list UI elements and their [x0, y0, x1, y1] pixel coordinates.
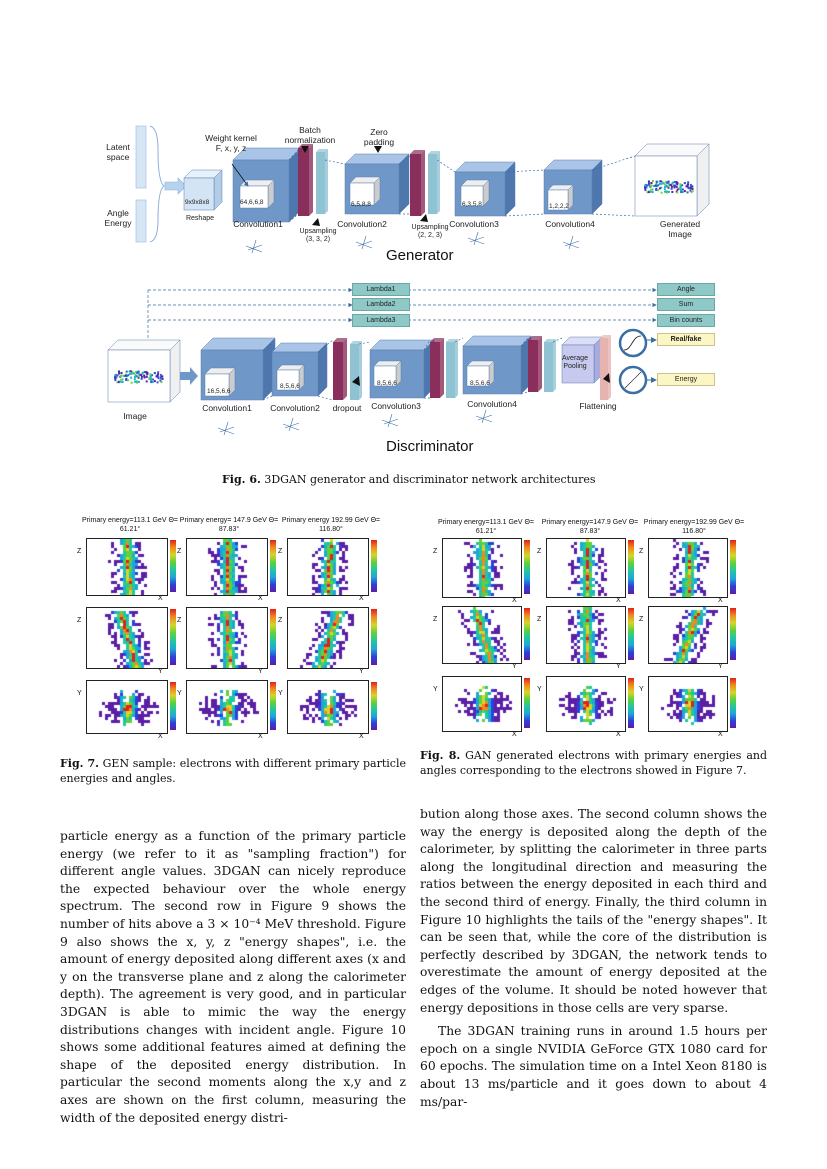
gen-padding-1 — [316, 149, 328, 214]
fig7-panel-r2-c2-ylabel: Z — [177, 617, 182, 624]
fig7-panel-r2-c2-xlabel: Y — [258, 668, 263, 675]
disc-axes-glyph-1 — [218, 422, 234, 435]
gen-connector-8 — [505, 214, 544, 216]
fig7-panel-r1-c3-xlabel: X — [359, 595, 364, 602]
fig7-panel-r3-c2-heatmap — [187, 681, 267, 733]
fig8-panel-r3-c2 — [546, 676, 626, 732]
fig8-panel-r1-c3-heatmap — [649, 539, 727, 597]
batch-norm-label: Batch normalization — [284, 125, 336, 145]
fig7-panel-r1-c2-ylabel: Z — [177, 548, 182, 555]
fig8-panel-r2-c1-ylabel: Z — [433, 616, 438, 623]
fig7-panel-r2-c1-xlabel: Y — [158, 668, 163, 675]
fig7-panel-r1-c2-heatmap — [187, 539, 267, 595]
fig7-panel-r3-c3-xlabel: X — [359, 733, 364, 740]
bin-counts-output-box: Bin counts — [657, 314, 715, 327]
fig8-panel-r3-c1-ylabel: Y — [433, 686, 438, 693]
fig7-panel-r3-c1-xlabel: X — [158, 733, 163, 740]
disc-input-arrow — [180, 367, 198, 385]
fig8-panel-r1-c3 — [648, 538, 728, 598]
zero-padding-label: Zero padding — [363, 127, 395, 147]
input-arrow — [165, 178, 186, 194]
fig8-panel-r2-c3-xlabel: Y — [718, 663, 723, 670]
fig7-panel-r1-c3-ylabel: Z — [278, 548, 283, 555]
fig7-panel-r1-c2 — [186, 538, 268, 596]
fig7-panel-r2-c1-heatmap — [87, 608, 167, 668]
fig8-panel-r3-c1 — [442, 676, 522, 732]
fig7-panel-r2-c2-colorbar — [270, 609, 276, 665]
fig7-panel-r3-c3-ylabel: Y — [278, 690, 283, 697]
fig8-panel-r1-c2-heatmap — [547, 539, 625, 597]
fig7-panel-r3-c2-ylabel: Y — [177, 690, 182, 697]
fig8-panel-r3-c3-xlabel: X — [718, 731, 723, 738]
fig6-caption — [222, 472, 596, 487]
fig8-caption-text: GAN generated electrons with primary energies and angles corresponding to the electrons showed in Figure 7. — [420, 749, 767, 777]
fig8-panel-r2-c2-heatmap — [547, 607, 625, 663]
fig8-caption-label: Fig. 8. — [420, 749, 461, 762]
fig8-panel-r2-c3-ylabel: Z — [639, 616, 644, 623]
gen-batchnorm-1 — [298, 144, 313, 216]
fig7-panel-r3-c3 — [287, 680, 369, 734]
upsampling2-label: Upsampling (2, 2, 3) — [411, 224, 449, 240]
fig7-panel-r1-c1 — [86, 538, 168, 596]
fig7-panel-r3-c3-heatmap — [288, 681, 368, 733]
fig7-title-1: Primary energy=113.1 GeV Θ= 61.21° — [82, 517, 178, 533]
disc-conv3-dims: 8,5,6,6 — [377, 380, 397, 387]
disc-padding-1 — [350, 341, 362, 400]
weight-kernel-label: Weight kernel F, x, y, z — [205, 133, 257, 153]
lambda3-box: Lambda3 — [352, 314, 410, 327]
fig8-title-1: Primary energy=113.1 GeV Θ= 61.21° — [438, 519, 534, 535]
discriminator-title: Discriminator — [386, 438, 474, 455]
gen-conv2-label: Convolution2 — [337, 219, 387, 229]
disc-connector-8 — [318, 396, 333, 400]
gen-conv4-label: Convolution4 — [545, 219, 595, 229]
fig8-panel-r3-c1-xlabel: X — [512, 731, 517, 738]
disc-batchnorm-1 — [333, 338, 347, 400]
fig7-panel-r1-c2-xlabel: X — [258, 595, 263, 602]
disc-axes-glyph-3 — [382, 414, 398, 427]
fig7-panel-r2-c3-ylabel: Z — [278, 617, 283, 624]
generator-title: Generator — [386, 247, 454, 264]
fig6-caption-text: 3DGAN generator and discriminator network architectures — [260, 473, 596, 486]
fig8-panel-r3-c2-heatmap — [547, 677, 625, 731]
fig8-panel-r3-c2-ylabel: Y — [537, 686, 542, 693]
fig8-panel-r2-c1-colorbar — [524, 608, 530, 660]
fig8-panel-r2-c2-xlabel: Y — [616, 663, 621, 670]
fig7-panel-r2-c1-ylabel: Z — [77, 617, 82, 624]
fig8-panel-r3-c1-colorbar — [524, 678, 530, 728]
gen-connector-9 — [592, 214, 635, 216]
fig8-panel-r1-c2-colorbar — [628, 540, 634, 594]
fig8-panel-r2-c1-heatmap — [443, 607, 521, 663]
fig7-panel-r3-c2-xlabel: X — [258, 733, 263, 740]
fig7-panel-r3-c1-colorbar — [170, 682, 176, 730]
disc-batchnorm-3 — [528, 336, 542, 392]
fig8-panel-r1-c2 — [546, 538, 626, 598]
fig8-panel-r1-c1-colorbar — [524, 540, 530, 594]
fig7-panel-r2-c1 — [86, 607, 168, 669]
fig7-panel-r1-c1-heatmap — [87, 539, 167, 595]
flatten-slab — [600, 335, 611, 400]
gen-axes-glyph-1 — [246, 240, 262, 253]
fig8-panel-r3-c2-xlabel: X — [616, 731, 621, 738]
fig8-panel-r2-c1 — [442, 606, 522, 664]
fig8-panel-r1-c1-ylabel: Z — [433, 548, 438, 555]
input-brace — [150, 126, 164, 242]
fig8-panel-r3-c3-ylabel: Y — [639, 686, 644, 693]
fig7-title-2: Primary energy= 147.9 GeV Θ= 87.83° — [179, 517, 279, 533]
gen-axes-glyph-3 — [468, 232, 484, 245]
disc-conv4-dims: 8,5,6,6 — [470, 380, 490, 387]
fig7-panel-r3-c1-ylabel: Y — [77, 690, 82, 697]
angle-energy-label: Angle Energy — [104, 208, 132, 228]
fig8-title-2: Primary energy=147.9 GeV Θ= 87.83° — [541, 519, 639, 535]
fig8-panel-r2-c2 — [546, 606, 626, 664]
disc-padding-2 — [446, 339, 458, 398]
fig8-panel-r3-c1-heatmap — [443, 677, 521, 731]
fig7-panel-r1-c1-colorbar — [170, 540, 176, 592]
fig8-caption — [420, 748, 767, 778]
lambda2-box: Lambda2 — [352, 298, 410, 311]
gen-batchnorm-2 — [410, 150, 425, 216]
fig7-panel-r2-c3 — [287, 607, 369, 669]
fig8-panel-r1-c3-colorbar — [730, 540, 736, 594]
disc-batchnorm-2 — [430, 338, 444, 398]
flattening-label: Flattening — [579, 401, 617, 411]
gen-conv1-dims: 64,6,6,8 — [240, 199, 264, 206]
reshape-dims: 9x9x8x8 — [185, 199, 210, 206]
gen-conv1-label: Convolution1 — [233, 219, 283, 229]
fig7-panel-r3-c1-heatmap — [87, 681, 167, 733]
fig7-caption-text: GEN sample: electrons with different primary particle energies and angles. — [60, 757, 406, 785]
disc-conv1-label: Convolution1 — [202, 403, 252, 413]
disc-padding-3 — [544, 339, 556, 392]
dropout-label: dropout — [332, 403, 362, 413]
fig8-panel-r1-c1-xlabel: X — [512, 597, 517, 604]
generated-image-cube — [635, 144, 709, 216]
fig8-panel-r1-c2-ylabel: Z — [537, 548, 542, 555]
angle-output-box: Angle — [657, 283, 715, 296]
disc-conv3-label: Convolution3 — [371, 401, 421, 411]
fig7-panel-r2-c3-colorbar — [371, 609, 377, 665]
lambda1-box: Lambda1 — [352, 283, 410, 296]
generated-image-label: Generated Image — [659, 219, 701, 239]
fig8-panel-r3-c3 — [648, 676, 728, 732]
gen-axes-glyph-4 — [563, 236, 579, 249]
right-paragraph-2: The 3DGAN training runs in around 1.5 hours per epoch on a single NVIDIA GeForce GTX 1080 card for 60 epochs. The simulation time on a Intel Xeon 8180 is about 13 ms/particle and it goes down to about 4 ms/par- — [420, 1024, 767, 1109]
fig8-panel-r1-c3-xlabel: X — [718, 597, 723, 604]
energy-output-box: Energy — [657, 373, 715, 386]
fig8-panel-r2-c1-xlabel: Y — [512, 663, 517, 670]
fig8-panel-r1-c1 — [442, 538, 522, 598]
fig8-panel-r3-c3-heatmap — [649, 677, 727, 731]
fig8-panel-r2-c3-colorbar — [730, 608, 736, 660]
fig7-panel-r1-c2-colorbar — [270, 540, 276, 592]
left-column-text — [60, 828, 406, 1127]
fig7-panel-r3-c3-colorbar — [371, 682, 377, 730]
fig8-panel-r3-c3-colorbar — [730, 678, 736, 728]
reshape-label: Reshape — [185, 215, 215, 222]
fig8-panel-r2-c3-heatmap — [649, 607, 727, 663]
real-fake-output-box: Real/fake — [657, 333, 715, 346]
gen-conv3-dims: 6,3,5,8 — [462, 201, 482, 208]
avg-pooling-label: Average Pooling — [562, 355, 588, 371]
left-paragraph: particle energy as a function of the primary particle energy (we refer to it as "sampling fraction") for different angle values. 3DGAN can nicely reproduce the expected behaviour over the whole energy spectrum. The second row in Figure 9 shows the number of hits above a 3 × 10⁻⁴ MeV threshold. Figure 9 also shows the x, y, z "energy shapes", i.e. the amount of energy deposited along different axes (x and y on the transverse plane and z along the calorimeter depth). The agreement is very good, and in particular 3DGAN is able to mimic the way the energy distributions changes with incident angle. Figure 10 shows some additional features aimed at defining the shape of the deposited energy distribution. In particular the second moments along the x,y and z axes are shown on the first column, measuring the width of the deposited energy distri- — [60, 829, 406, 1125]
fig8-panel-r2-c2-ylabel: Z — [537, 616, 542, 623]
disc-axes-glyph-2 — [283, 418, 299, 431]
fig8-title-3: Primary energy=192.99 GeV Θ= 116.80° — [643, 519, 745, 535]
upsampling1-label: Upsampling (3, 3, 2) — [299, 228, 337, 244]
fig7-panel-r1-c3-heatmap — [288, 539, 368, 595]
fig8-panel-r1-c3-ylabel: Z — [639, 548, 644, 555]
fig7-panel-r1-c3 — [287, 538, 369, 596]
gen-conv4-dims: 1,2,2,2 — [549, 203, 569, 210]
right-paragraph-1: bution along those axes. The second column shows the way the energy is deposited along the depth of the calorimeter, by splitting the calorimeter in three parts along the longitudinal direction and measuring the ratios between the energy deposited in each third and the second third of energy. Finally, the third column in Figure 10 highlights the tails of the "energy shapes". It can be seen that, while the core of the distribution is perfectly described by 3DGAN, the network tends to overestimate the amount of energy deposited at the edges of the volume. It should be noted however that energy depositions in those cells are very sparse. — [420, 807, 767, 1015]
fig8-panel-r1-c1-heatmap — [443, 539, 521, 597]
fig7-caption — [60, 756, 406, 786]
right-column-text — [420, 806, 767, 1111]
fig8-panel-r2-c3 — [648, 606, 728, 664]
fig7-caption-label: Fig. 7. — [60, 757, 99, 770]
sigmoid-node — [620, 330, 646, 356]
fig8-panel-r2-c2-colorbar — [628, 608, 634, 660]
disc-conv1-dims: 16,5,6,6 — [207, 388, 231, 395]
fig8-panel-r3-c2-colorbar — [628, 678, 634, 728]
sum-output-box: Sum — [657, 298, 715, 311]
fig7-panel-r2-c2 — [186, 607, 268, 669]
fig7-panel-r3-c2 — [186, 680, 268, 734]
gen-conv3-label: Convolution3 — [449, 219, 499, 229]
fig7-panel-r3-c1 — [86, 680, 168, 734]
disc-conv2-label: Convolution2 — [270, 403, 320, 413]
gen-axes-glyph-2 — [356, 236, 372, 249]
latent-space-label: Latent space — [106, 142, 130, 162]
disc-image-label: Image — [123, 411, 147, 421]
fig7-panel-r2-c3-xlabel: Y — [359, 668, 364, 675]
disc-conv2-dims: 8,5,6,6 — [280, 383, 300, 390]
upsample1-marker — [312, 218, 320, 226]
disc-conv4-label: Convolution4 — [467, 399, 517, 409]
fig7-panel-r2-c1-colorbar — [170, 609, 176, 665]
fig7-panel-r1-c1-ylabel: Z — [77, 548, 82, 555]
fig7-panel-r3-c2-colorbar — [270, 682, 276, 730]
fig8-panel-r1-c2-xlabel: X — [616, 597, 621, 604]
fig7-panel-r2-c2-heatmap — [187, 608, 267, 668]
disc-axes-glyph-4 — [476, 410, 492, 423]
fig7-panel-r1-c3-colorbar — [371, 540, 377, 592]
fig7-panel-r1-c1-xlabel: X — [158, 595, 163, 602]
gen-conv2-dims: 6,5,8,8 — [351, 201, 371, 208]
fig7-title-3: Primary energy 192.99 GeV Θ= 116.80° — [281, 517, 381, 533]
fig6-caption-label: Fig. 6. — [222, 473, 261, 486]
fig7-panel-r2-c3-heatmap — [288, 608, 368, 668]
